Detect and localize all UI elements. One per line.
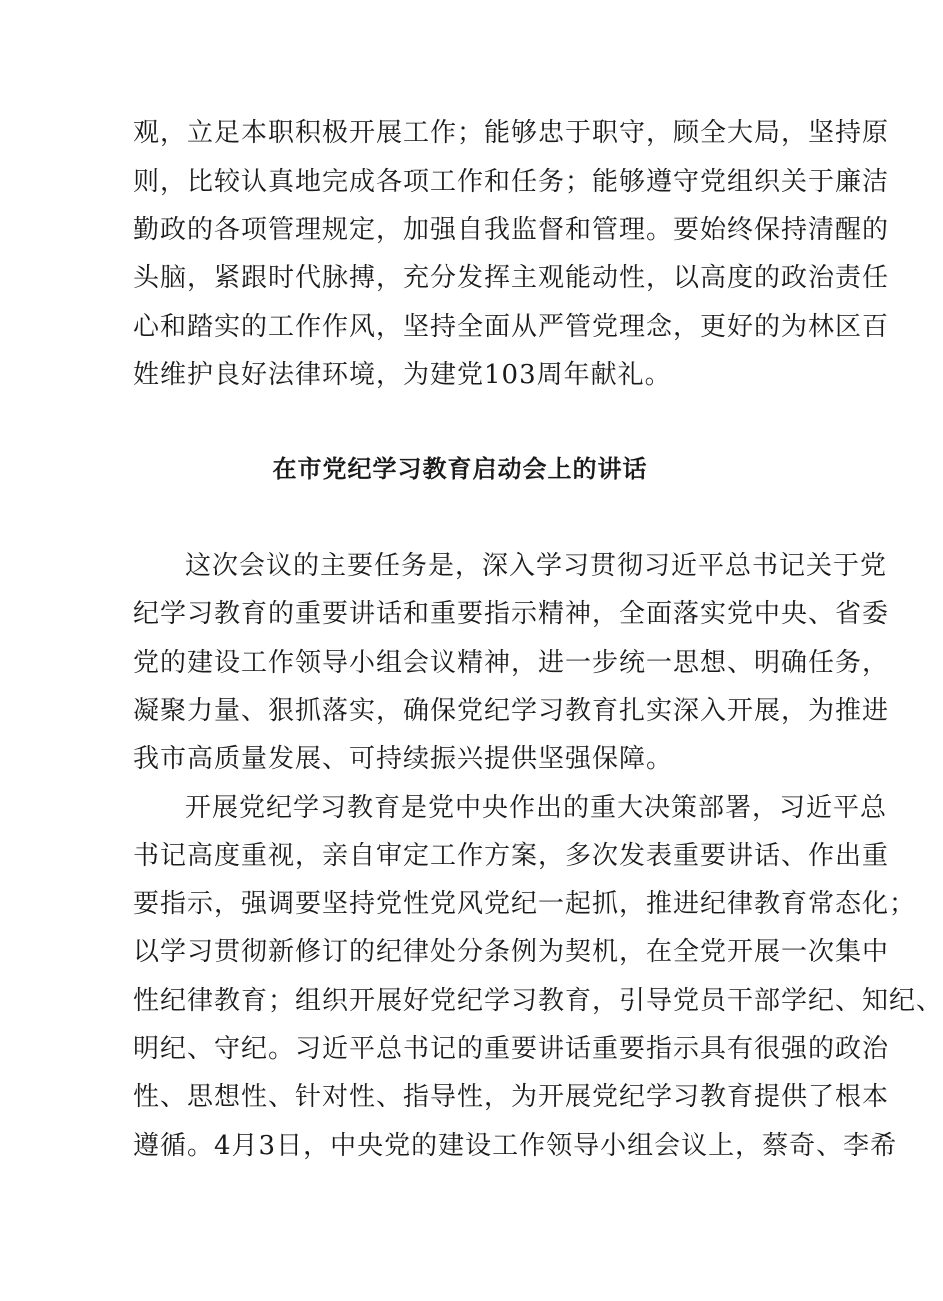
paragraph2-line: 遵循。4月3日，中央党的建设工作领导小组会议上，蔡奇、李希 xyxy=(133,1131,898,1161)
paragraph1-line: 这次会议的主要任务是，深入学习贯彻习近平总书记关于党 xyxy=(185,551,888,581)
paragraph2-line: 开展党纪学习教育是党中央作出的重大决策部署，习近平总 xyxy=(185,793,888,823)
paragraph1-line: 我市高质量发展、可持续振兴提供坚强保障。 xyxy=(133,744,674,774)
paragraph1-line: 凝聚力量、狠抓落实，确保党纪学习教育扎实深入开展，为推进 xyxy=(133,696,890,726)
paragraph2-line: 以学习贯彻新修订的纪律处分条例为契机，在全党开展一次集中 xyxy=(133,937,890,967)
intro-line: 姓维护良好法律环境，为建党103周年献礼。 xyxy=(133,360,672,390)
intro-line: 勤政的各项管理规定，加强自我监督和管理。要始终保持清醒的 xyxy=(133,215,890,245)
paragraph2-line: 明纪、守纪。习近平总书记的重要讲话重要指示具有很强的政治 xyxy=(133,1034,890,1064)
paragraph2-line: 性、思想性、针对性、指导性，为开展党纪学习教育提供了根本 xyxy=(133,1082,890,1112)
paragraph2-line: 要指示，强调要坚持党性党风党纪一起抓，推进纪律教育常态化； xyxy=(133,889,917,919)
speech-title: 在市党纪学习教育启动会上的讲话 xyxy=(272,454,648,483)
paragraph1-line: 纪学习教育的重要讲话和重要指示精神，全面落实党中央、省委 xyxy=(133,599,890,629)
paragraph2-line: 书记高度重视，亲自审定工作方案，多次发表重要讲话、作出重 xyxy=(133,841,890,871)
intro-line: 观，立足本职积极开展工作；能够忠于职守，顾全大局，坚持原 xyxy=(133,118,890,148)
paragraph1-line: 党的建设工作领导小组会议精神，进一步统一思想、明确任务， xyxy=(133,648,890,678)
intro-line: 头脑，紧跟时代脉搏，充分发挥主观能动性，以高度的政治责任 xyxy=(133,263,890,293)
intro-line: 则，比较认真地完成各项工作和任务；能够遵守党组织关于廉洁 xyxy=(133,167,890,197)
intro-line: 心和踏实的工作作风，坚持全面从严管党理念，更好的为林区百 xyxy=(133,312,890,342)
paragraph2-line: 性纪律教育；组织开展好党纪学习教育，引导党员干部学纪、知纪、 xyxy=(133,986,943,1016)
